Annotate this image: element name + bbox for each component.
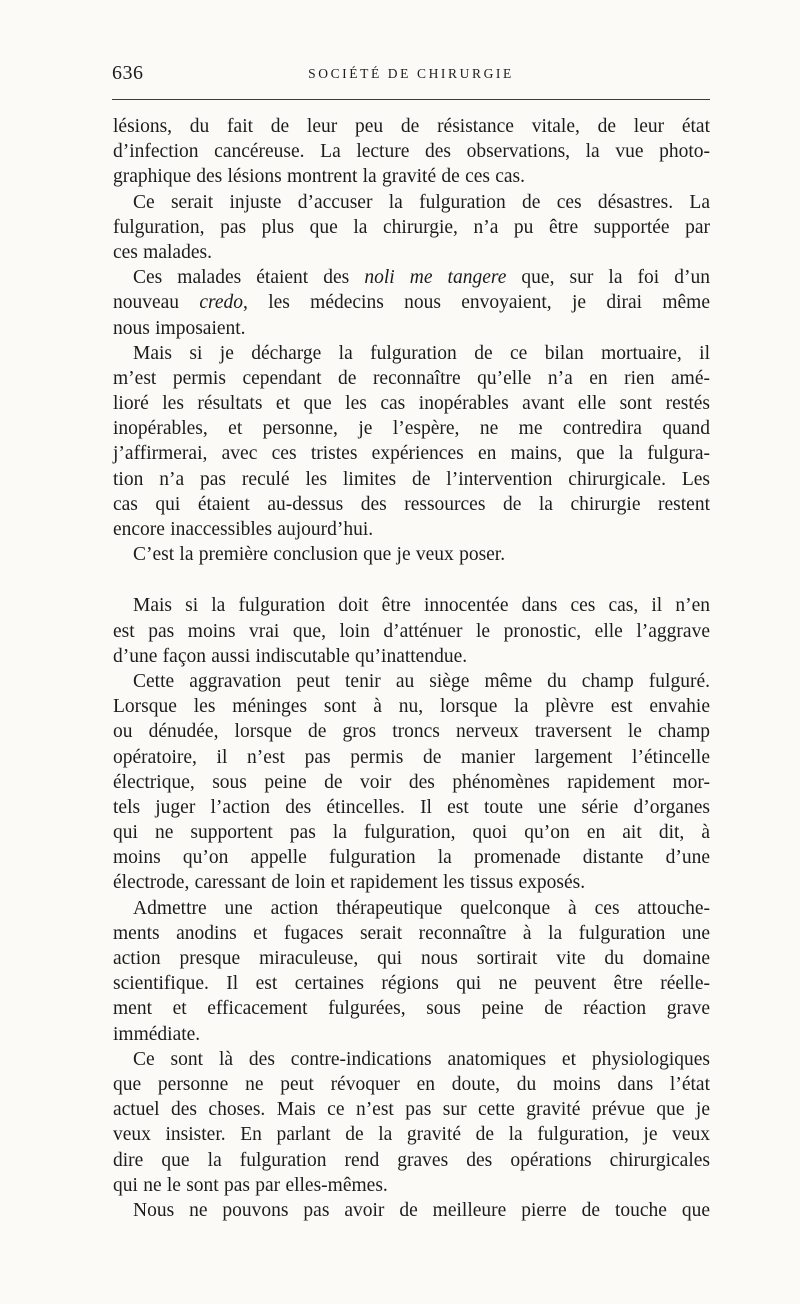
text-line: cas qui étaient au-dessus des ressources de la chirurgie restent [113, 493, 710, 515]
text-line: C’est la première conclusion que je veux poser. [133, 544, 506, 566]
text-line: Ce serait injuste d’accuser la fulguration de ces désastres. La [133, 191, 710, 213]
latin-word: credo [199, 292, 244, 314]
text-line: nous imposaient. [113, 317, 246, 339]
text-line: actuel des choses. Mais ce n’est pas sur cette gravité prévue que je [113, 1099, 710, 1121]
text-line: lésions, du fait de leur peu de résistance vitale, de leur état [113, 116, 710, 137]
text-line: graphique des lésions montrent la gravité de ces cas. [113, 166, 526, 188]
text-line: opératoire, il n’est pas permis de manier largement l’étincelle [113, 746, 710, 768]
text-line: scientifique. Il est certaines régions qui ne peuvent être réelle- [113, 973, 710, 995]
text-line: tion n’a pas reculé les limites de l’intervention chirurgicale. Les [113, 468, 710, 490]
text-line: moins qu’on appelle fulguration la promenade distante d’une [113, 847, 710, 869]
text-line: que personne ne peut révoquer en doute, du moins dans l’état [113, 1073, 710, 1095]
running-title: SOCIÉTÉ DE CHIRURGIE [308, 66, 514, 81]
text-line: ments anodins et fugaces serait reconnaître à la fulguration une [113, 922, 710, 944]
text-line: ment et efficacement fulgurées, sous peine de réaction grave [113, 998, 710, 1020]
text-line: veux insister. En parlant de la gravité de la fulguration, je veux [113, 1124, 710, 1146]
text-line: action presque miraculeuse, qui nous sortirait vite du domaine [113, 948, 710, 969]
text-line: lioré les résultats et que les cas inopérables avant elle sont restés [113, 393, 710, 415]
text-line: immédiate. [113, 1023, 201, 1045]
latin-phrase: noli me tangere [364, 267, 507, 289]
text-line: Mais si la fulguration doit être innocentée dans ces cas, il n’en [133, 595, 710, 617]
text-line: ou dénudée, lorsque de gros troncs nerveux traversent le champ [113, 721, 710, 743]
section-gap [113, 567, 710, 593]
header-rule [112, 99, 710, 100]
text-line: m’est permis cependant de reconnaître qu’elle n’a en rien amé- [113, 367, 710, 389]
text-line: Cette aggravation peut tenir au siège même du champ fulguré. [133, 670, 710, 692]
text-line: est pas moins vrai que, loin d’atténuer le pronostic, elle l’aggrave [113, 620, 710, 642]
text-line: qui ne le sont pas par elles-mêmes. [113, 1174, 388, 1196]
text-line: qui ne supportent pas la fulguration, quoi qu’on en ait dit, à [113, 822, 710, 844]
page-number: 636 [112, 62, 144, 84]
body-text [113, 114, 710, 1223]
text-line: Mais si je décharge la fulguration de ce bilan mortuaire, il [133, 342, 710, 364]
text-line: Ces malades étaient des noli me tangere que, sur la foi d’un [133, 267, 711, 289]
text-line: électrique, sous peine de voir des phénomènes rapidement mor- [113, 771, 710, 793]
text-line: tels juger l’action des étincelles. Il est toute une série d’organes [113, 796, 710, 818]
text-line: Ce sont là des contre-indications anatomiques et physiologiques [133, 1048, 710, 1070]
text-line: Lorsque les méninges sont à nu, lorsque la plèvre est envahie [113, 696, 710, 718]
text-line: d’une façon aussi indiscutable qu’inattendue. [113, 645, 468, 667]
text-line: électrode, caressant de loin et rapidement les tissus exposés. [113, 872, 586, 894]
text-line: nouveau credo, les médecins nous envoyaient, je dirai même [113, 292, 710, 314]
text-line: dire que la fulguration rend graves des opérations chirurgicales [113, 1149, 710, 1171]
page-header [112, 62, 710, 86]
text-line: d’infection cancéreuse. La lecture des observations, la vue photo- [113, 141, 710, 163]
text-line: encore inaccessibles aujourd’hui. [113, 519, 374, 540]
text-line: j’affirmerai, avec ces tristes expériences en mains, que la fulgura- [113, 443, 710, 465]
text-line: Nous ne pouvons pas avoir de meilleure pierre de touche que [133, 1199, 710, 1221]
text-line: ces malades. [113, 241, 212, 263]
text-line: inopérables, et personne, je l’espère, ne me contredira quand [113, 418, 710, 440]
text-line: fulguration, pas plus que la chirurgie, n’a pu être supportée par [113, 216, 710, 238]
text-line: Admettre une action thérapeutique quelconque à ces attouche- [133, 897, 710, 919]
